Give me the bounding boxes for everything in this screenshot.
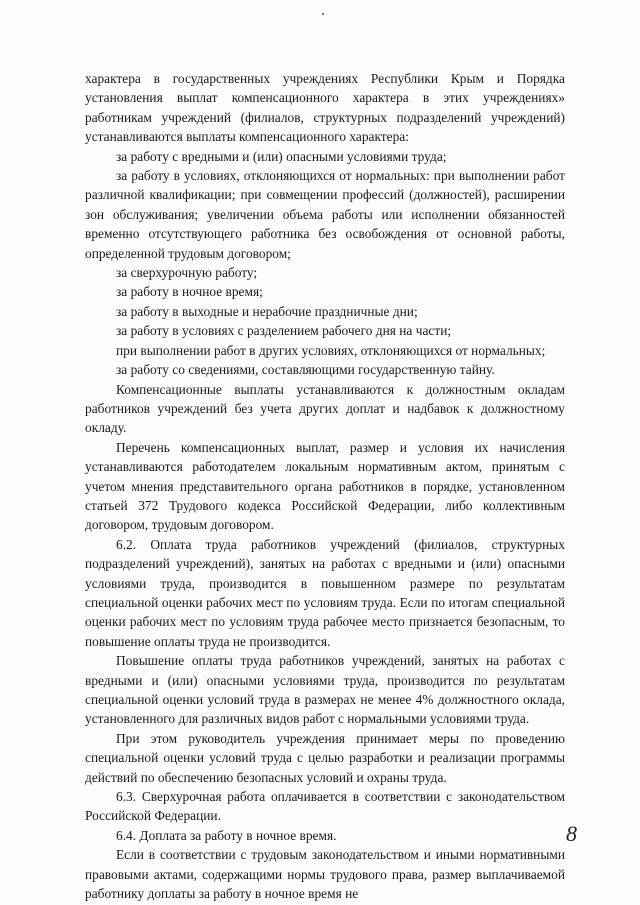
paragraph: за работу в выходные и нерабочие праздничные дни; xyxy=(116,303,418,319)
paragraph: Перечень компенсационных выплат, размер и условия их начисления устанавливаются работодателем локальным нормативным актом, принятым с учетом мнения представительного органа работников в порядке, установленном статьей 372 Трудового кодекса Российской Федерации, либо коллективным договором, трудовым договором. xyxy=(85,439,565,533)
paragraph: Если в соответствии с трудовым законодательством и иными нормативными правовыми актами, содержащими нормы трудового права, размер выплачиваемой работнику доплаты за работу в ночное время не xyxy=(85,847,565,902)
paragraph: за сверхурочную работу; xyxy=(116,265,258,281)
document-body xyxy=(85,69,565,903)
paragraph: за работу в условиях с разделением рабочего дня на части; xyxy=(116,323,452,339)
paragraph: При этом руководитель учреждения принимает меры по проведению специальной оценки условий труда с целью разработки и реализации программы действий по обеспечению безопасных условий и охраны труда. xyxy=(85,730,565,785)
paragraph: 6.2. Оплата труда работников учреждений (филиалов, структурных подразделений учреждений), занятых на работах с вредными и (или) опасными условиями труда, производится в повышенном размере по результатам специальной оценки рабочих мест по условиям труда. Если по итогам специальной оценки рабочих мест по условиям труда рабочее место признается безопасным, то повышение оплаты труда не производится. xyxy=(85,536,565,649)
paragraph: Компенсационные выплаты устанавливаются к должностным окладам работников учреждений без учета других доплат и надбавок к должностному окладу. xyxy=(85,381,565,436)
paragraph: 6.4. Доплата за работу в ночное время. xyxy=(116,827,337,843)
paragraph: Повышение оплаты труда работников учреждений, занятых на работах с вредными и (или) опасными условиями труда, производится по результатам специальной оценки условий труда в размерах не менее 4% должностного оклада, установленного для различных видов работ с нормальными условиями труда. xyxy=(85,653,565,727)
paragraph: при выполнении работ в других условиях, отклоняющихся от нормальных; xyxy=(116,342,546,358)
paragraph: характера в государственных учреждениях Республики Крым и Порядка установления выплат компенсационного характера в этих учреждениях» работникам учреждений (филиалов, структурных подразделений учреждений) устанавливаются выплаты компенсационного характера: xyxy=(85,71,565,145)
paragraph: за работу со сведениями, составляющими государственную тайну. xyxy=(116,362,495,378)
paragraph: за работу с вредными и (или) опасными условиями труда; xyxy=(116,148,447,164)
paragraph: 6.3. Сверхурочная работа оплачивается в соответствии с законодательством Российской Федерации. xyxy=(85,789,565,824)
scan-mark xyxy=(322,13,324,15)
paragraph: за работу в ночное время; xyxy=(116,284,263,300)
page-number: 8 xyxy=(566,821,577,846)
paragraph: за работу в условиях, отклоняющихся от нормальных: при выполнении работ различной квалификации; при совмещении профессий (должностей), расширении зон обслуживания; увеличении объема работы или исполнении обязанностей временно отсутствующего работника без освобождения от основной работы, определенной трудовым договором; xyxy=(85,168,565,261)
